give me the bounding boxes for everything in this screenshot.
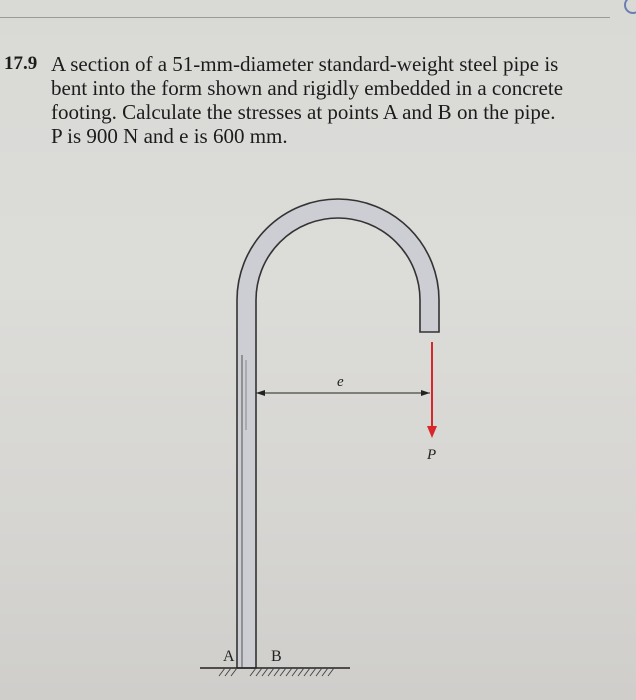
load-arrow-head bbox=[427, 426, 437, 438]
label-b: B bbox=[271, 648, 282, 665]
problem-number: 17.9 bbox=[4, 53, 38, 74]
problem-line: P is 900 N and e is 600 mm. bbox=[51, 124, 288, 148]
ground-hatch bbox=[219, 668, 334, 676]
dimension-arrow-left bbox=[256, 390, 265, 396]
dimension-arrow-right bbox=[421, 390, 430, 396]
bent-pipe bbox=[237, 199, 439, 668]
label-p: P bbox=[427, 447, 437, 463]
label-a: A bbox=[223, 648, 235, 665]
problem-line: footing. Calculate the stresses at points A and B on the pipe. bbox=[51, 100, 556, 124]
label-e: e bbox=[337, 374, 344, 390]
problem-line: bent into the form shown and rigidly embedded in a concrete bbox=[51, 76, 564, 100]
problem-line: A section of a 51-mm-diameter standard-weight steel pipe is bbox=[51, 52, 559, 76]
